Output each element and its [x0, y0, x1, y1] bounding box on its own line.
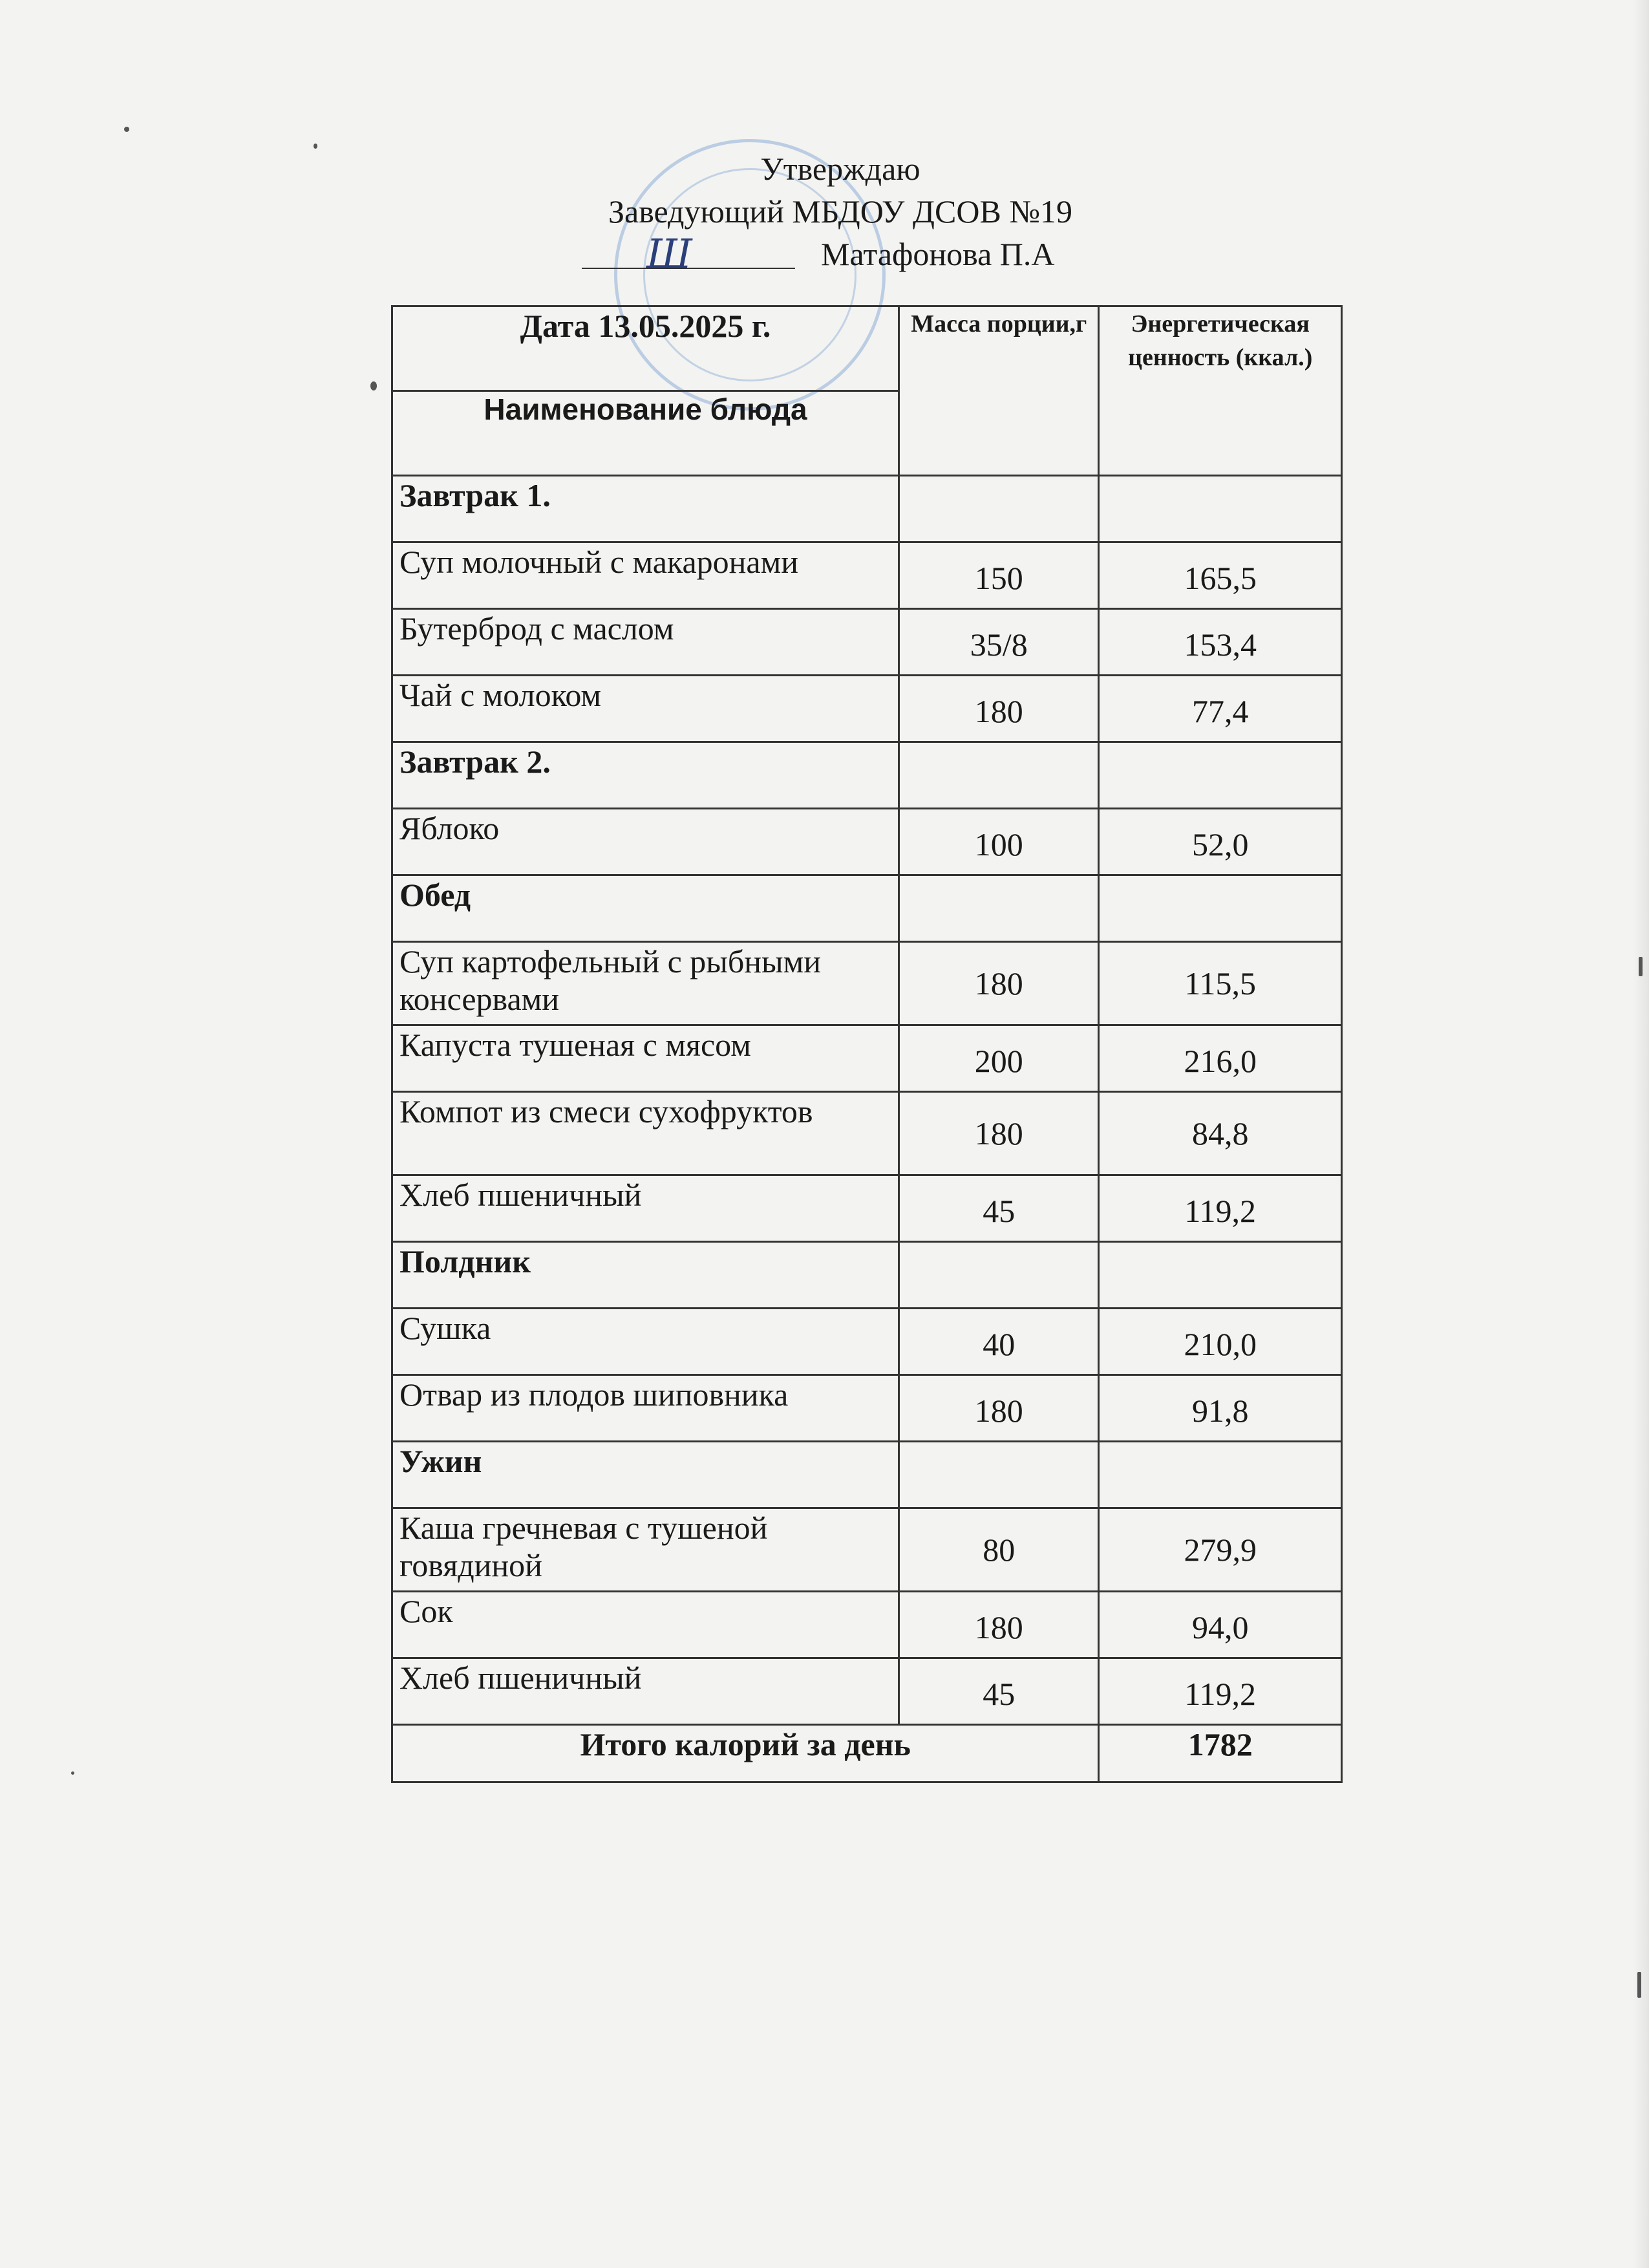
kcal-cell: 94,0 — [1099, 1592, 1342, 1658]
kcal-cell: 119,2 — [1099, 1175, 1342, 1242]
kcal-cell — [1099, 1442, 1342, 1508]
menu-body — [392, 476, 1342, 1725]
kcal-cell: 119,2 — [1099, 1658, 1342, 1725]
mass-cell: 45 — [899, 1175, 1099, 1242]
mass-header: Масса порции,г — [899, 306, 1099, 476]
kcal-cell: 165,5 — [1099, 542, 1342, 609]
table-row — [392, 809, 1342, 875]
approval-title: Утверждаю — [760, 151, 920, 187]
scan-speck — [314, 144, 317, 149]
dish-name-cell: Завтрак 2. — [392, 742, 899, 809]
kcal-cell — [1099, 476, 1342, 542]
total-label: Итого калорий за день — [392, 1725, 1099, 1782]
kcal-cell: 84,8 — [1099, 1092, 1342, 1175]
dish-name-cell: Хлеб пшеничный — [392, 1175, 899, 1242]
table-row — [392, 1025, 1342, 1092]
table-row — [392, 542, 1342, 609]
scan-speck — [370, 381, 377, 390]
dish-name-cell: Компот из смеси сухофруктов — [392, 1092, 899, 1175]
mass-cell: 180 — [899, 1592, 1099, 1658]
signer-name: Матафонова П.А — [821, 236, 1055, 272]
handwritten-signature: Ш — [646, 230, 692, 277]
dish-name-cell: Каша гречневая с тушеной говядиной — [392, 1508, 899, 1592]
kcal-cell: 77,4 — [1099, 676, 1342, 742]
scan-speck — [124, 127, 129, 132]
dish-name-cell: Отвар из плодов шиповника — [392, 1375, 899, 1442]
kcal-cell: 52,0 — [1099, 809, 1342, 875]
table-row — [392, 1375, 1342, 1442]
kcal-cell: 91,8 — [1099, 1375, 1342, 1442]
total-value: 1782 — [1099, 1725, 1342, 1782]
meal-section-row — [392, 742, 1342, 809]
mass-cell — [899, 476, 1099, 542]
dish-name-cell: Капуста тушеная с мясом — [392, 1025, 899, 1092]
signature-line — [556, 230, 1125, 277]
mass-cell: 80 — [899, 1508, 1099, 1592]
meal-section-row — [392, 875, 1342, 942]
dish-name-cell: Яблоко — [392, 809, 899, 875]
table-row — [392, 1508, 1342, 1592]
kcal-cell: 115,5 — [1099, 942, 1342, 1025]
dish-name-cell: Ужин — [392, 1442, 899, 1508]
meal-section-row — [392, 1442, 1342, 1508]
mass-cell — [899, 1442, 1099, 1508]
dish-name-cell: Завтрак 1. — [392, 476, 899, 542]
kcal-cell: 153,4 — [1099, 609, 1342, 676]
dish-name-header: Наименование блюда — [392, 391, 899, 476]
kcal-cell: 210,0 — [1099, 1309, 1342, 1375]
table-header-row — [392, 306, 1342, 391]
dish-name-cell: Обед — [392, 875, 899, 942]
dish-name-cell: Суп картофельный с рыбными консервами — [392, 942, 899, 1025]
kcal-cell — [1099, 875, 1342, 942]
total-row — [392, 1725, 1342, 1782]
dish-name-cell: Сок — [392, 1592, 899, 1658]
mass-cell: 35/8 — [899, 609, 1099, 676]
date-header: Дата 13.05.2025 г. — [392, 306, 899, 391]
mass-cell — [899, 742, 1099, 809]
scan-edge-shadow — [1633, 0, 1649, 2268]
mass-cell: 180 — [899, 1092, 1099, 1175]
approval-position: Заведующий МБДОУ ДСОВ №19 — [608, 193, 1073, 230]
table-row — [392, 1175, 1342, 1242]
mass-cell — [899, 1242, 1099, 1309]
approval-block — [556, 147, 1125, 275]
dish-name-cell: Бутерброд с маслом — [392, 609, 899, 676]
mass-cell: 180 — [899, 1375, 1099, 1442]
dish-name-cell: Хлеб пшеничный — [392, 1658, 899, 1725]
mass-cell: 180 — [899, 676, 1099, 742]
dish-name-cell: Чай с молоком — [392, 676, 899, 742]
table-row — [392, 609, 1342, 676]
table-row — [392, 1658, 1342, 1725]
mass-cell: 45 — [899, 1658, 1099, 1725]
kcal-cell: 216,0 — [1099, 1025, 1342, 1092]
table-row — [392, 1309, 1342, 1375]
mass-cell: 200 — [899, 1025, 1099, 1092]
energy-header: Энергетическая ценность (ккал.) — [1099, 306, 1342, 476]
table-row — [392, 1592, 1342, 1658]
scan-speck — [1637, 1972, 1641, 1998]
table-row — [392, 942, 1342, 1025]
kcal-cell: 279,9 — [1099, 1508, 1342, 1592]
scan-speck — [71, 1771, 74, 1775]
mass-cell: 40 — [899, 1309, 1099, 1375]
mass-cell: 100 — [899, 809, 1099, 875]
mass-cell: 180 — [899, 942, 1099, 1025]
mass-cell — [899, 875, 1099, 942]
mass-cell: 150 — [899, 542, 1099, 609]
dish-name-cell: Полдник — [392, 1242, 899, 1309]
scan-speck — [1639, 957, 1643, 976]
table-row — [392, 676, 1342, 742]
meal-section-row — [392, 1242, 1342, 1309]
dish-name-cell: Сушка — [392, 1309, 899, 1375]
kcal-cell — [1099, 1242, 1342, 1309]
dish-name-cell: Суп молочный с макаронами — [392, 542, 899, 609]
table-row — [392, 1092, 1342, 1175]
menu-table — [391, 305, 1343, 1783]
kcal-cell — [1099, 742, 1342, 809]
meal-section-row — [392, 476, 1342, 542]
